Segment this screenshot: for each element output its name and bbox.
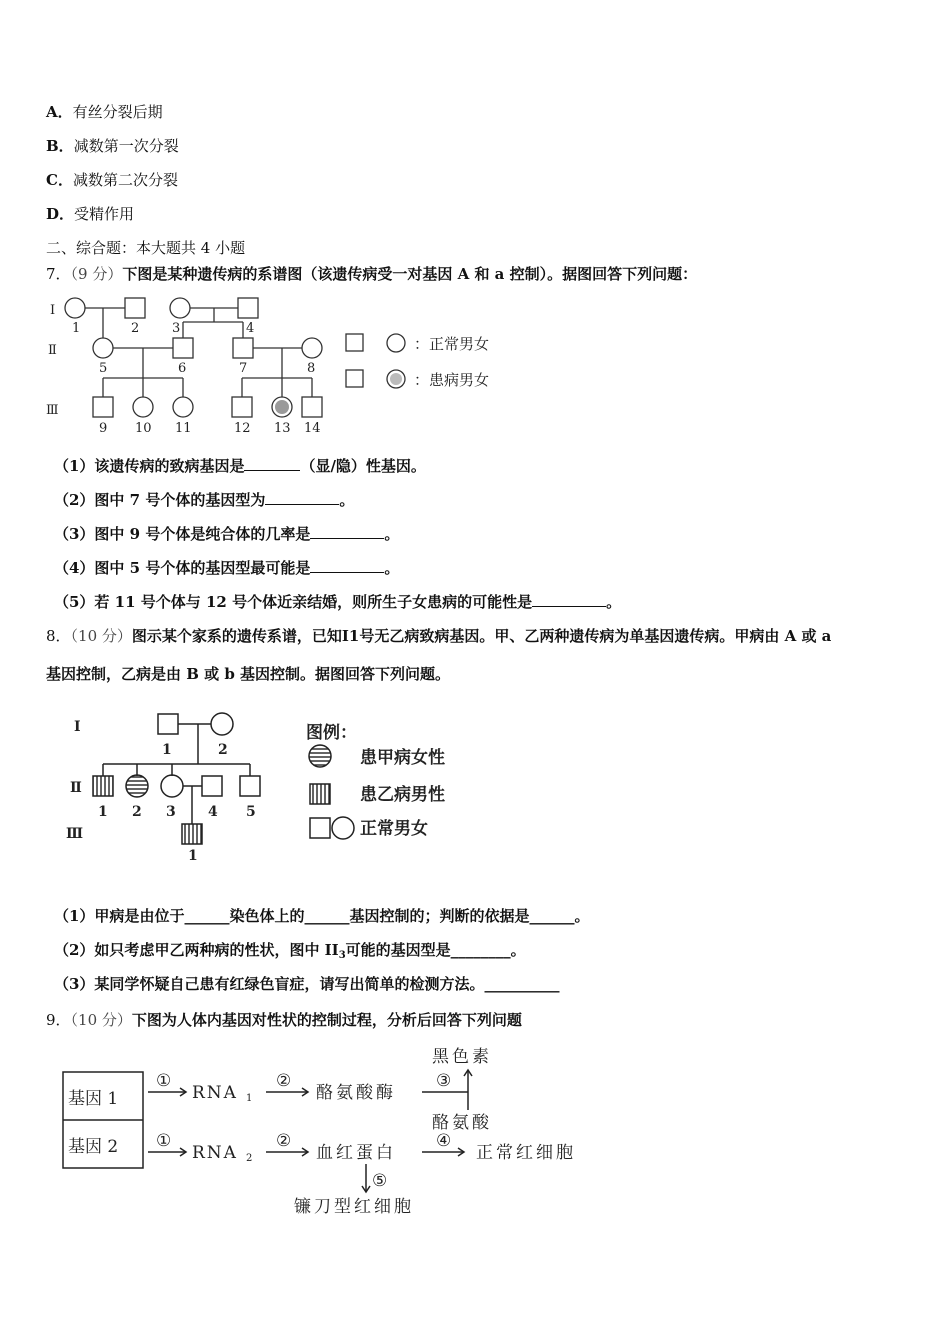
gene1-label: 基因 1	[68, 1089, 119, 1109]
rna2-label: RNA	[192, 1143, 238, 1163]
ind-11: 11	[175, 421, 192, 436]
option-c: C．减数第二次分裂	[46, 171, 178, 189]
hemoglobin-label: 血红蛋白	[316, 1143, 396, 1163]
option-b: B．减数第一次分裂	[46, 137, 179, 155]
ind-4: 4	[246, 321, 255, 336]
q8-item-1: （1）甲病是由位于______染色体上的______基因控制的；判断的依据是______。	[54, 907, 590, 925]
legend-normal-label: ：正常男女	[414, 335, 490, 353]
q8-II-5: 5	[246, 804, 256, 820]
q8-II-4: 4	[208, 804, 218, 820]
q8-I-1: 1	[162, 742, 172, 758]
ind-9: 9	[99, 421, 108, 436]
q7-stem: 7．（9 分）下图是某种遗传病的系谱图（该遗传病受一对基因 A 和 a 控制）。据图回答下列问题：	[46, 265, 698, 283]
q8-gen-I: Ⅰ	[74, 719, 81, 735]
q8-gen-III: Ⅲ	[66, 826, 84, 842]
q8-II-2: 2	[132, 804, 142, 820]
q7-item-4: （4）图中 5 号个体的基因型最可能是 。	[54, 559, 400, 577]
gene2-label: 基因 2	[68, 1137, 119, 1157]
sickle-rbc-label: 镰刀型红细胞	[294, 1197, 414, 1217]
enzyme-label: 酪氨酸酶	[316, 1083, 396, 1103]
q8-II-3: 3	[166, 804, 176, 820]
rna1-sub: 1	[246, 1093, 253, 1104]
q8-stem-line1: 8．（10 分）图示某个家系的遗传系谱，已知Ⅰ1号无乙病致病基因。甲、乙两种遗传病为单基因遗传病。甲病由 A 或 a	[46, 627, 832, 645]
q8-III-1: 1	[188, 848, 198, 864]
step-5: ⑤	[372, 1171, 388, 1191]
step-1b: ①	[156, 1131, 172, 1151]
q7-gen-III: Ⅲ	[46, 403, 59, 418]
melanin-label: 黑色素	[432, 1047, 492, 1067]
q7-item-5: （5）若 11 号个体与 12 号个体近亲结婚，则所生子女患病的可能性是 。	[54, 593, 622, 611]
step-1a: ①	[156, 1071, 172, 1091]
option-d: D．受精作用	[46, 205, 135, 223]
rna2-sub: 2	[246, 1153, 253, 1164]
ind-7: 7	[239, 361, 248, 376]
step-3: ③	[436, 1071, 452, 1091]
q8-II-1: 1	[98, 804, 108, 820]
ind-3: 3	[172, 321, 181, 336]
q8-gen-II: Ⅱ	[70, 780, 82, 796]
section-title: 二、综合题：本大题共 4 小题	[46, 239, 246, 257]
ind-8: 8	[307, 361, 316, 376]
option-a: A．有丝分裂后期	[46, 103, 163, 121]
q7-item-1: （1）该遗传病的致病基因是 （显/隐）性基因。	[54, 457, 426, 475]
q8-legend-title: 图例：	[306, 723, 357, 743]
ind-14: 14	[304, 421, 321, 436]
affected-13	[275, 400, 289, 414]
q7-gen-II: Ⅱ	[48, 343, 57, 358]
ind-10: 10	[135, 421, 152, 436]
q8-I-2: 2	[218, 742, 228, 758]
ind-12: 12	[234, 421, 251, 436]
tyrosine-label: 酪氨酸	[432, 1113, 492, 1133]
q8-legend-c: 正常男女	[360, 819, 428, 839]
step-2b: ②	[276, 1131, 292, 1151]
ind-2: 2	[131, 321, 140, 336]
legend-affected-female	[390, 373, 402, 385]
legend-affected-label: ：患病男女	[414, 371, 490, 389]
q7-gen-I: Ⅰ	[50, 303, 56, 318]
step-4: ④	[436, 1131, 452, 1151]
normal-rbc-label: 正常红细胞	[476, 1143, 576, 1163]
q8-item-3: （3）某同学怀疑自己患有红绿色盲症，请写出简单的检测方法。__________	[54, 975, 560, 993]
q8-item-2: （2）如只考虑甲乙两种病的性状，图中 $II_3$可能的基因型是________。	[54, 941, 526, 961]
ind-6: 6	[178, 361, 187, 376]
ind-1: 1	[72, 321, 81, 336]
q7-item-2: （2）图中 7 号个体的基因型为 。	[54, 491, 355, 509]
q8-legend-b: 患乙病男性	[360, 785, 445, 805]
q8-legend-a: 患甲病女性	[360, 748, 445, 768]
q8-stem-line2: 基因控制，乙病是由 B 或 b 基因控制。据图回答下列问题。	[46, 665, 451, 683]
step-2a: ②	[276, 1071, 292, 1091]
ind-5: 5	[99, 361, 108, 376]
ind-13: 13	[274, 421, 291, 436]
rna1-label: RNA	[192, 1083, 238, 1103]
q7-item-3: （3）图中 9 号个体是纯合体的几率是 。	[54, 525, 400, 543]
q9-stem: 9．（10 分）下图为人体内基因对性状的控制过程，分析后回答下列问题	[46, 1011, 522, 1029]
